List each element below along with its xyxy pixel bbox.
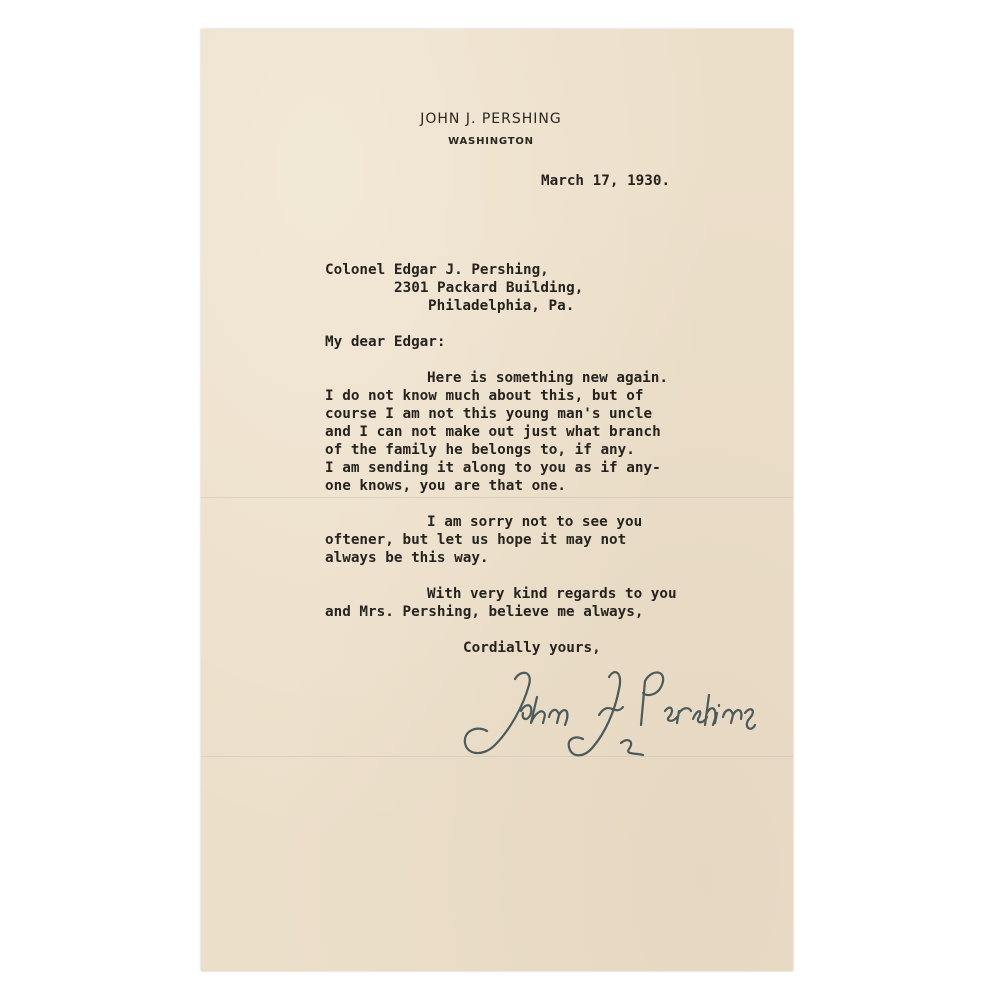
body-line: course I am not this young man's uncle — [325, 406, 653, 422]
letterhead-city: WASHINGTON — [448, 136, 534, 147]
recipient-line-2: 2301 Packard Building, — [394, 280, 584, 296]
body-line: oftener, but let us hope it may not — [325, 532, 627, 548]
body-line: Here is something new again. — [427, 370, 669, 386]
body-line: I am sending it along to you as if any- — [325, 460, 661, 476]
letter-sheet — [201, 29, 793, 971]
body-line: of the family he belongs to, if any. — [325, 442, 635, 458]
body-line: With very kind regards to you — [427, 586, 677, 602]
letterhead-name: JOHN J. PERSHING — [420, 111, 562, 127]
body-line: and I can not make out just what branch — [325, 424, 661, 440]
fold-line — [201, 497, 793, 499]
closing: Cordially yours, — [463, 640, 601, 656]
salutation: My dear Edgar: — [325, 334, 446, 350]
body-line: and Mrs. Pershing, believe me always, — [325, 604, 644, 620]
recipient-line-3: Philadelphia, Pa. — [428, 298, 575, 314]
recipient-line-1: Colonel Edgar J. Pershing, — [325, 262, 549, 278]
body-line: I am sorry not to see you — [427, 514, 643, 530]
body-line: one knows, you are that one. — [325, 478, 567, 494]
letter-date: March 17, 1930. — [541, 173, 671, 189]
body-line: always be this way. — [325, 550, 489, 566]
signature-graphic — [459, 659, 759, 774]
body-line: I do not know much about this, but of — [325, 388, 644, 404]
